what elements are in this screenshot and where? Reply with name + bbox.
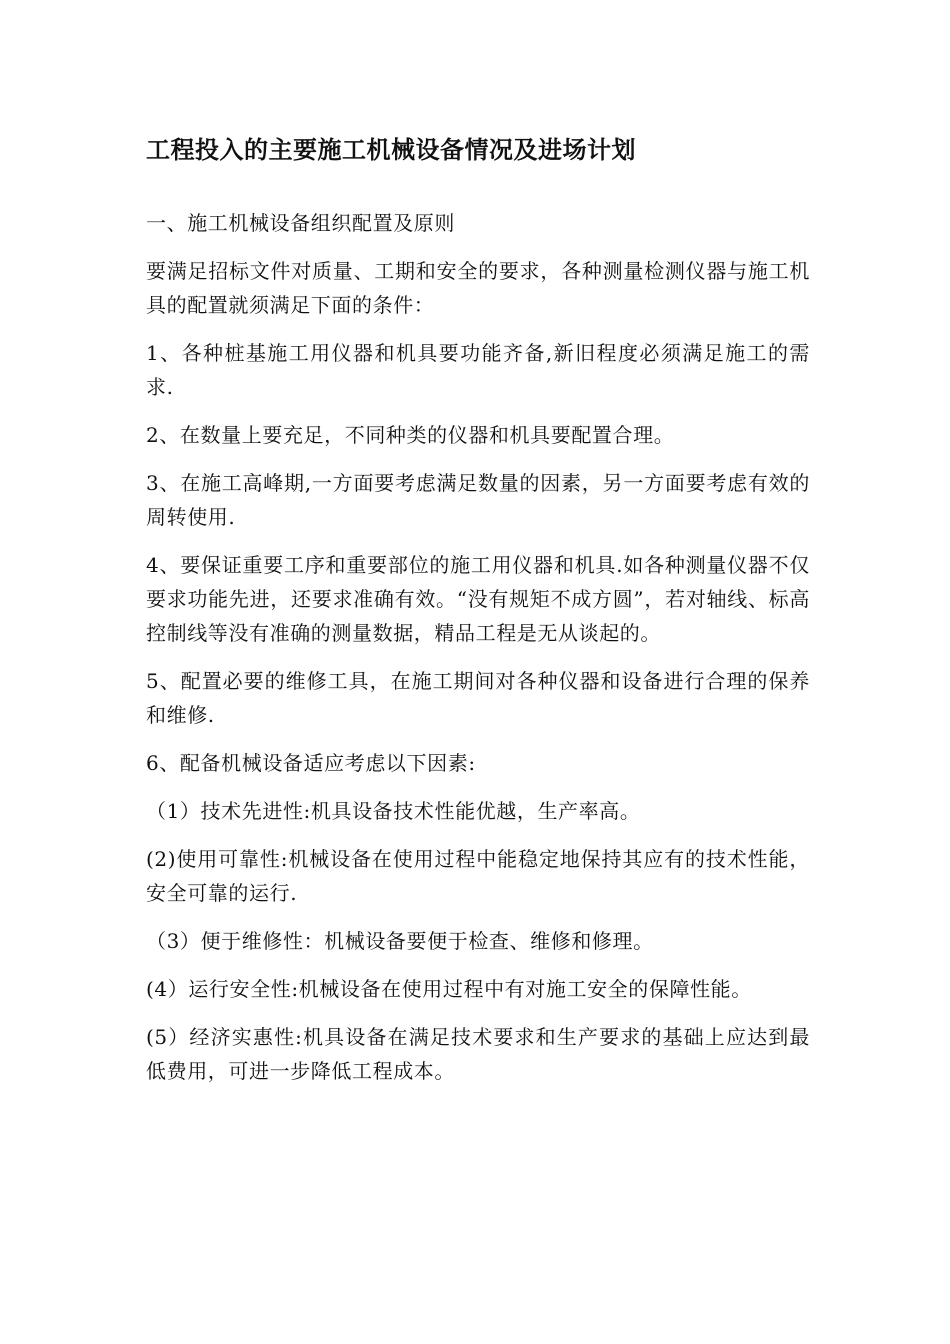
paragraph: 6、配备机械设备适应考虑以下因素:	[146, 751, 476, 775]
list-item: （1）技术先进性:机具设备技术性能优越，生产率高。	[146, 799, 641, 823]
paragraph: 5、配置必要的维修工具，在施工期间对各种仪器和设备进行合理的保养和维修.	[146, 669, 810, 727]
paragraph: 2、在数量上要充足，不同种类的仪器和机具要配置合理。	[146, 423, 675, 447]
paragraph: 4、要保证重要工序和重要部位的施工用仪器和机具.如各种测量仪器不仅要求功能先进，还要求准确有效。“没有规矩不成方圆”，若对轴线、标高控制线等没有准确的测量数据，精品工程是无从谈起的。	[146, 553, 810, 645]
paragraph: 1、各种桩基施工用仪器和机具要功能齐备,新旧程度必须满足施工的需求.	[146, 341, 810, 399]
paragraph: 要满足招标文件对质量、工期和安全的要求，各种测量检测仪器与施工机具的配置就须满足下面的条件：	[146, 259, 810, 317]
list-item: (2)使用可靠性:机械设备在使用过程中能稳定地保持其应有的技术性能，安全可靠的运行.	[146, 847, 810, 905]
list-item: (5）经济实惠性:机具设备在满足技术要求和生产要求的基础上应达到最低费用，可进一步降低工程成本。	[146, 1025, 810, 1083]
paragraph: 3、在施工高峰期,一方面要考虑满足数量的因素，另一方面要考虑有效的周转使用.	[146, 471, 810, 529]
section-heading: 一、施工机械设备组织配置及原则	[146, 211, 455, 235]
document-body	[146, 206, 810, 1102]
document-title: 工程投入的主要施工机械设备情况及进场计划	[146, 136, 636, 164]
list-item: （3）便于维修性：机械设备要便于检查、维修和修理。	[146, 929, 654, 953]
list-item: (4）运行安全性:机械设备在使用过程中有对施工安全的保障性能。	[146, 977, 752, 1001]
